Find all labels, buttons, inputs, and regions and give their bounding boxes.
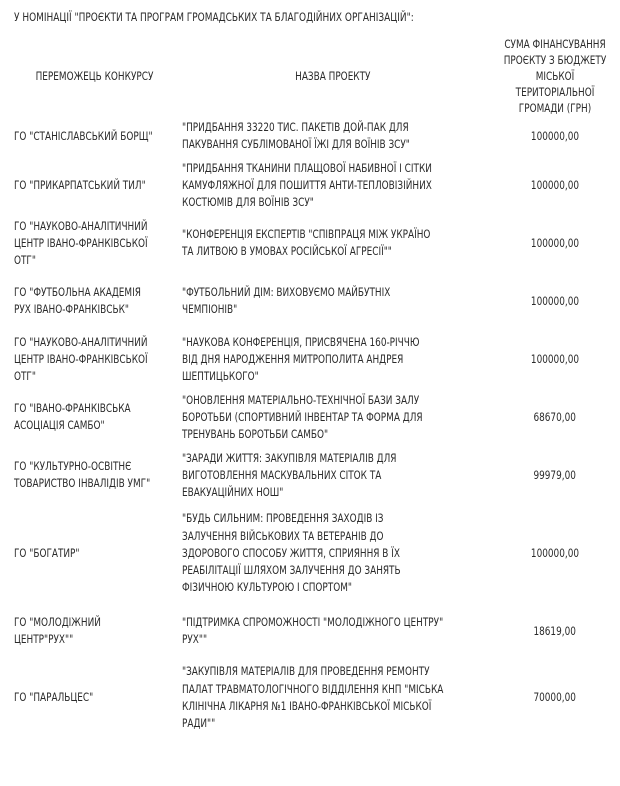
table-row <box>10 272 620 330</box>
table-row <box>10 504 620 602</box>
amount-cell-text: 18619,00 <box>533 623 577 638</box>
amount-cell <box>488 388 620 446</box>
winner-cell <box>10 272 178 330</box>
winner-cell-text: ГО "МОЛОДІЖНИЙ ЦЕНТР"РУХ"" <box>14 615 101 647</box>
winner-cell <box>10 388 178 446</box>
amount-cell-text: 68670,00 <box>533 409 577 424</box>
amount-cell <box>488 214 620 272</box>
table-row <box>10 330 620 388</box>
project-cell-text: "ОНОВЛЕННЯ МАТЕРІАЛЬНО-ТЕХНІЧНОЇ БАЗИ ЗАЛУ БОРОТЬБИ (СПОРТИВНИЙ ІНВЕНТАР ТА ФОРМА ДЛЯ ТРЕНУВАНЬ БОРОТЬБИ САМБО" <box>182 392 423 441</box>
project-cell <box>178 602 488 660</box>
winners-table <box>10 36 620 735</box>
amount-cell-text: 99979,00 <box>533 467 577 482</box>
project-cell-text: "ПРИДБАННЯ 33220 ТИС. ПАКЕТІВ ДОЙ-ПАК ДЛЯ ПАКУВАННЯ СУБЛІМОВАНОЇ ЇЖІ ДЛЯ ВОЇНІВ ЗСУ" <box>182 120 410 152</box>
project-cell <box>178 272 488 330</box>
amount-cell-text: 100000,00 <box>530 235 580 250</box>
table-row <box>10 446 620 504</box>
header-project: НАЗВА ПРОЕКТУ <box>295 69 371 83</box>
project-cell <box>178 116 488 156</box>
project-cell-text: "ЗАКУПІВЛЯ МАТЕРІАЛІВ ДЛЯ ПРОВЕДЕННЯ РЕМОНТУ ПАЛАТ ТРАВМАТОЛОГІЧНОГО ВІДДІЛЕННЯ КНП "МІСЬКА КЛІНІЧНА ЛІКАРНЯ №1 ІВАНО-ФРАНКІВСЬКОЇ МІСЬКОЇ РАДИ"" <box>182 664 444 731</box>
project-cell-text: "ПІДТРИМКА СПРОМОЖНОСТІ "МОЛОДІЖНОГО ЦЕНТРУ" РУХ"" <box>182 615 444 647</box>
table-row <box>10 214 620 272</box>
winner-cell-text: ГО "НАУКОВО-АНАЛІТИЧНИЙ ЦЕНТР ІВАНО-ФРАНКІВСЬКОЇ ОТГ" <box>14 218 148 267</box>
winner-cell-text: ГО "КУЛЬТУРНО-ОСВІТНЄ ТОВАРИСТВО ІНВАЛІДІВ УМГ" <box>14 459 151 491</box>
winner-cell-text: ГО "ФУТБОЛЬНА АКАДЕМІЯ РУХ ІВАНО-ФРАНКІВСЬК" <box>14 285 141 317</box>
project-cell <box>178 214 488 272</box>
amount-cell <box>488 272 620 330</box>
project-cell <box>178 156 488 214</box>
winner-cell-text: ГО "БОГАТИР" <box>14 545 80 560</box>
amount-cell <box>488 116 620 156</box>
amount-cell <box>488 446 620 504</box>
amount-cell <box>488 602 620 660</box>
project-cell <box>178 446 488 504</box>
project-cell-text: "ПРИДБАННЯ ТКАНИНИ ПЛАЩОВОЇ НАБИВНОЇ І СІТКИ КАМУФЛЯЖНОЇ ДЛЯ ПОШИТТЯ АНТИ-ТЕПЛОВІЗІЙНИХ КОСТЮМІВ ДЛЯ ВОЇНІВ ЗСУ" <box>182 160 432 209</box>
project-cell <box>178 330 488 388</box>
amount-cell-text: 70000,00 <box>533 690 577 705</box>
project-cell <box>178 504 488 602</box>
table-row <box>10 602 620 660</box>
amount-cell <box>488 156 620 214</box>
table-row <box>10 156 620 214</box>
amount-cell-text: 100000,00 <box>530 351 580 366</box>
amount-cell-text: 100000,00 <box>530 293 580 308</box>
winner-cell-text: ГО "СТАНІСЛАВСЬКИЙ БОРЩ" <box>14 128 153 143</box>
amount-cell-text: 100000,00 <box>530 128 580 143</box>
project-cell-text: "КОНФЕРЕНЦІЯ ЕКСПЕРТІВ "СПІВПРАЦЯ МІЖ УКРАЇНО ТА ЛИТВОЮ В УМОВАХ РОСІЙСЬКОЇ АГРЕСІЇ"" <box>182 227 431 259</box>
amount-cell <box>488 330 620 388</box>
table-row <box>10 660 620 735</box>
winner-cell-text: ГО "ПРИКАРПАТСЬКИЙ ТИЛ" <box>14 177 146 192</box>
header-winner: ПЕРЕМОЖЕЦЬ КОНКУРСУ <box>35 69 153 83</box>
winner-cell <box>10 602 178 660</box>
project-cell-text: "НАУКОВА КОНФЕРЕНЦІЯ, ПРИСВЯЧЕНА 160-РІЧЧЮ ВІД ДНЯ НАРОДЖЕННЯ МИТРОПОЛИТА АНДРЕЯ ШЕПТИЦЬКОГО" <box>182 334 420 383</box>
winner-cell <box>10 156 178 214</box>
project-cell-text: "ФУТБОЛЬНИЙ ДІМ: ВИХОВУЄМО МАЙБУТНІХ ЧЕМПІОНІВ" <box>182 285 391 317</box>
winner-cell <box>10 660 178 735</box>
project-cell <box>178 388 488 446</box>
nomination-heading: У НОМІНАЦІЇ "ПРОЄКТИ ТА ПРОГРАМ ГРОМАДСЬКИХ ТА БЛАГОДІЙНИХ ОРГАНІЗАЦІЙ": <box>14 10 414 24</box>
winner-cell <box>10 330 178 388</box>
winner-cell-text: ГО "ІВАНО-ФРАНКІВСЬКА АСОЦІАЦІЯ САМБО" <box>14 401 131 433</box>
table-row <box>10 388 620 446</box>
winner-cell-text: ГО "ПАРАЛЬЦЕС" <box>14 690 94 705</box>
project-cell-text: "БУДЬ СИЛЬНИМ: ПРОВЕДЕННЯ ЗАХОДІВ ІЗ ЗАЛУЧЕННЯ ВІЙСЬКОВИХ ТА ВЕТЕРАНІВ ДО ЗДОРОВОГО СПОСОБУ ЖИТТЯ, СПРИЯННЯ В ЇХ РЕАБІЛІТАЦІЇ ШЛЯХОМ ЗАЛУЧЕННЯ ДО ЗАНЯТЬ ФІЗИЧНОЮ КУЛЬТУРОЮ І СПОРТОМ" <box>182 511 401 595</box>
winner-cell <box>10 504 178 602</box>
table-row <box>10 116 620 156</box>
project-cell <box>178 660 488 735</box>
amount-cell-text: 100000,00 <box>530 545 580 560</box>
winner-cell-text: ГО "НАУКОВО-АНАЛІТИЧНИЙ ЦЕНТР ІВАНО-ФРАНКІВСЬКОЇ ОТГ" <box>14 334 148 383</box>
header-amount: СУМА ФІНАНСУВАННЯ ПРОЄКТУ З БЮДЖЕТУ МІСЬКОЇ ТЕРИТОРІАЛЬНОЇ ГРОМАДИ (ГРН) <box>503 37 607 115</box>
winner-cell <box>10 116 178 156</box>
project-cell-text: "ЗАРАДИ ЖИТТЯ: ЗАКУПІВЛЯ МАТЕРІАЛІВ ДЛЯ ВИГОТОВЛЕННЯ МАСКУВАЛЬНИХ СІТОК ТА ЕВАКУАЦІЙНИХ НОШ" <box>182 450 397 499</box>
winner-cell <box>10 214 178 272</box>
amount-cell <box>488 504 620 602</box>
table-header-row <box>10 36 620 116</box>
winner-cell <box>10 446 178 504</box>
amount-cell <box>488 660 620 735</box>
amount-cell-text: 100000,00 <box>530 177 580 192</box>
